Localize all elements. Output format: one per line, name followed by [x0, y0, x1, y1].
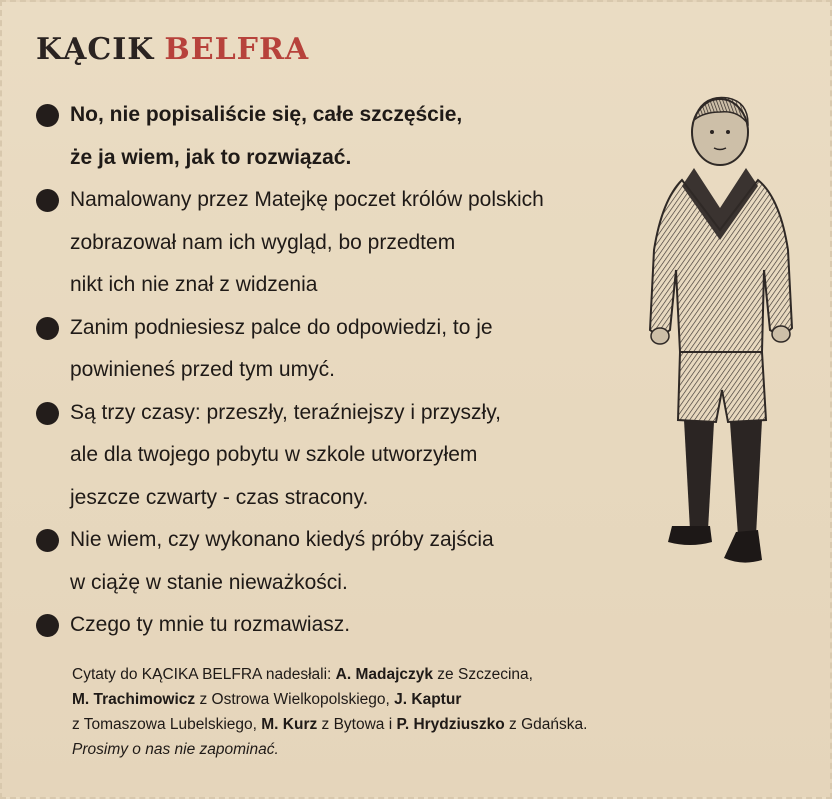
credits-text: ze Szczecina,: [433, 666, 533, 683]
quote-line: że ja wiem, jak to rozwiązać.: [70, 145, 352, 169]
boy-illustration: [642, 90, 812, 580]
quote-item: [36, 392, 656, 520]
quote-line: Są trzy czasy: przeszły, teraźniejszy i przyszły,: [70, 400, 501, 424]
quote-line: ale dla twojego pobytu w szkole utworzyłem: [70, 443, 478, 466]
closing-request: Prosimy o nas nie zapominać.: [72, 741, 279, 758]
quote-item: [36, 604, 656, 647]
credits-line: [72, 712, 772, 737]
quote-line: Nie wiem, czy wykonano kiedyś próby zajścia: [70, 528, 494, 551]
quote-line: w ciążę w stanie nieważkości.: [70, 570, 348, 594]
credits-text: z Tomaszowa Lubelskiego,: [72, 716, 262, 733]
title-word-1: KĄCIK: [36, 32, 155, 67]
quote-line: No, nie popisaliście się, całe szczęście,: [70, 103, 463, 126]
contributor-name: M. Kurz: [261, 716, 318, 733]
contributor-name: J. Kaptur: [394, 691, 462, 708]
bullet-dot-icon: [36, 402, 59, 425]
quote-line: Namalowany przez Matejkę poczet królów polskich: [70, 188, 544, 211]
quote-line: zobrazował nam ich wygląd, bo przedtem: [70, 230, 456, 254]
quote-item: [36, 179, 656, 307]
title-word-2: BELFRA: [164, 32, 310, 67]
credits-text: Cytaty do KĄCIKA BELFRA nadesłali:: [72, 666, 336, 683]
quote-line: Zanim podniesiesz palce do odpowiedzi, to je: [70, 315, 493, 339]
bullet-dot-icon: [36, 104, 59, 127]
bullet-dot-icon: [36, 189, 59, 212]
credits-note: [72, 662, 772, 762]
contributor-name: P. Hrydziuszko: [396, 716, 505, 733]
credits-text: z Gdańska.: [504, 716, 588, 733]
contributor-name: A. Madajczyk: [335, 666, 433, 683]
quote-line: jeszcze czwarty - czas stracony.: [70, 485, 369, 509]
contributor-name: M. Trachimowicz: [72, 691, 196, 708]
quote-list: [36, 94, 656, 647]
quote-item: [36, 307, 656, 392]
bullet-dot-icon: [36, 529, 59, 552]
credits-line: [72, 662, 772, 687]
quote-line: Czego ty mnie tu rozmawiasz.: [70, 613, 351, 636]
column-title: [36, 32, 309, 67]
quote-line: nikt ich nie znał z widzenia: [70, 273, 318, 296]
credits-text: z Ostrowa Wielkopolskiego,: [195, 691, 395, 708]
bullet-dot-icon: [36, 614, 59, 637]
quote-item: [36, 519, 656, 604]
credits-text: z Bytowa i: [317, 716, 397, 733]
quote-item: [36, 94, 656, 179]
quote-line: powinieneś przed tym umyć.: [70, 358, 335, 381]
bullet-dot-icon: [36, 317, 59, 340]
credits-line: [72, 687, 772, 712]
